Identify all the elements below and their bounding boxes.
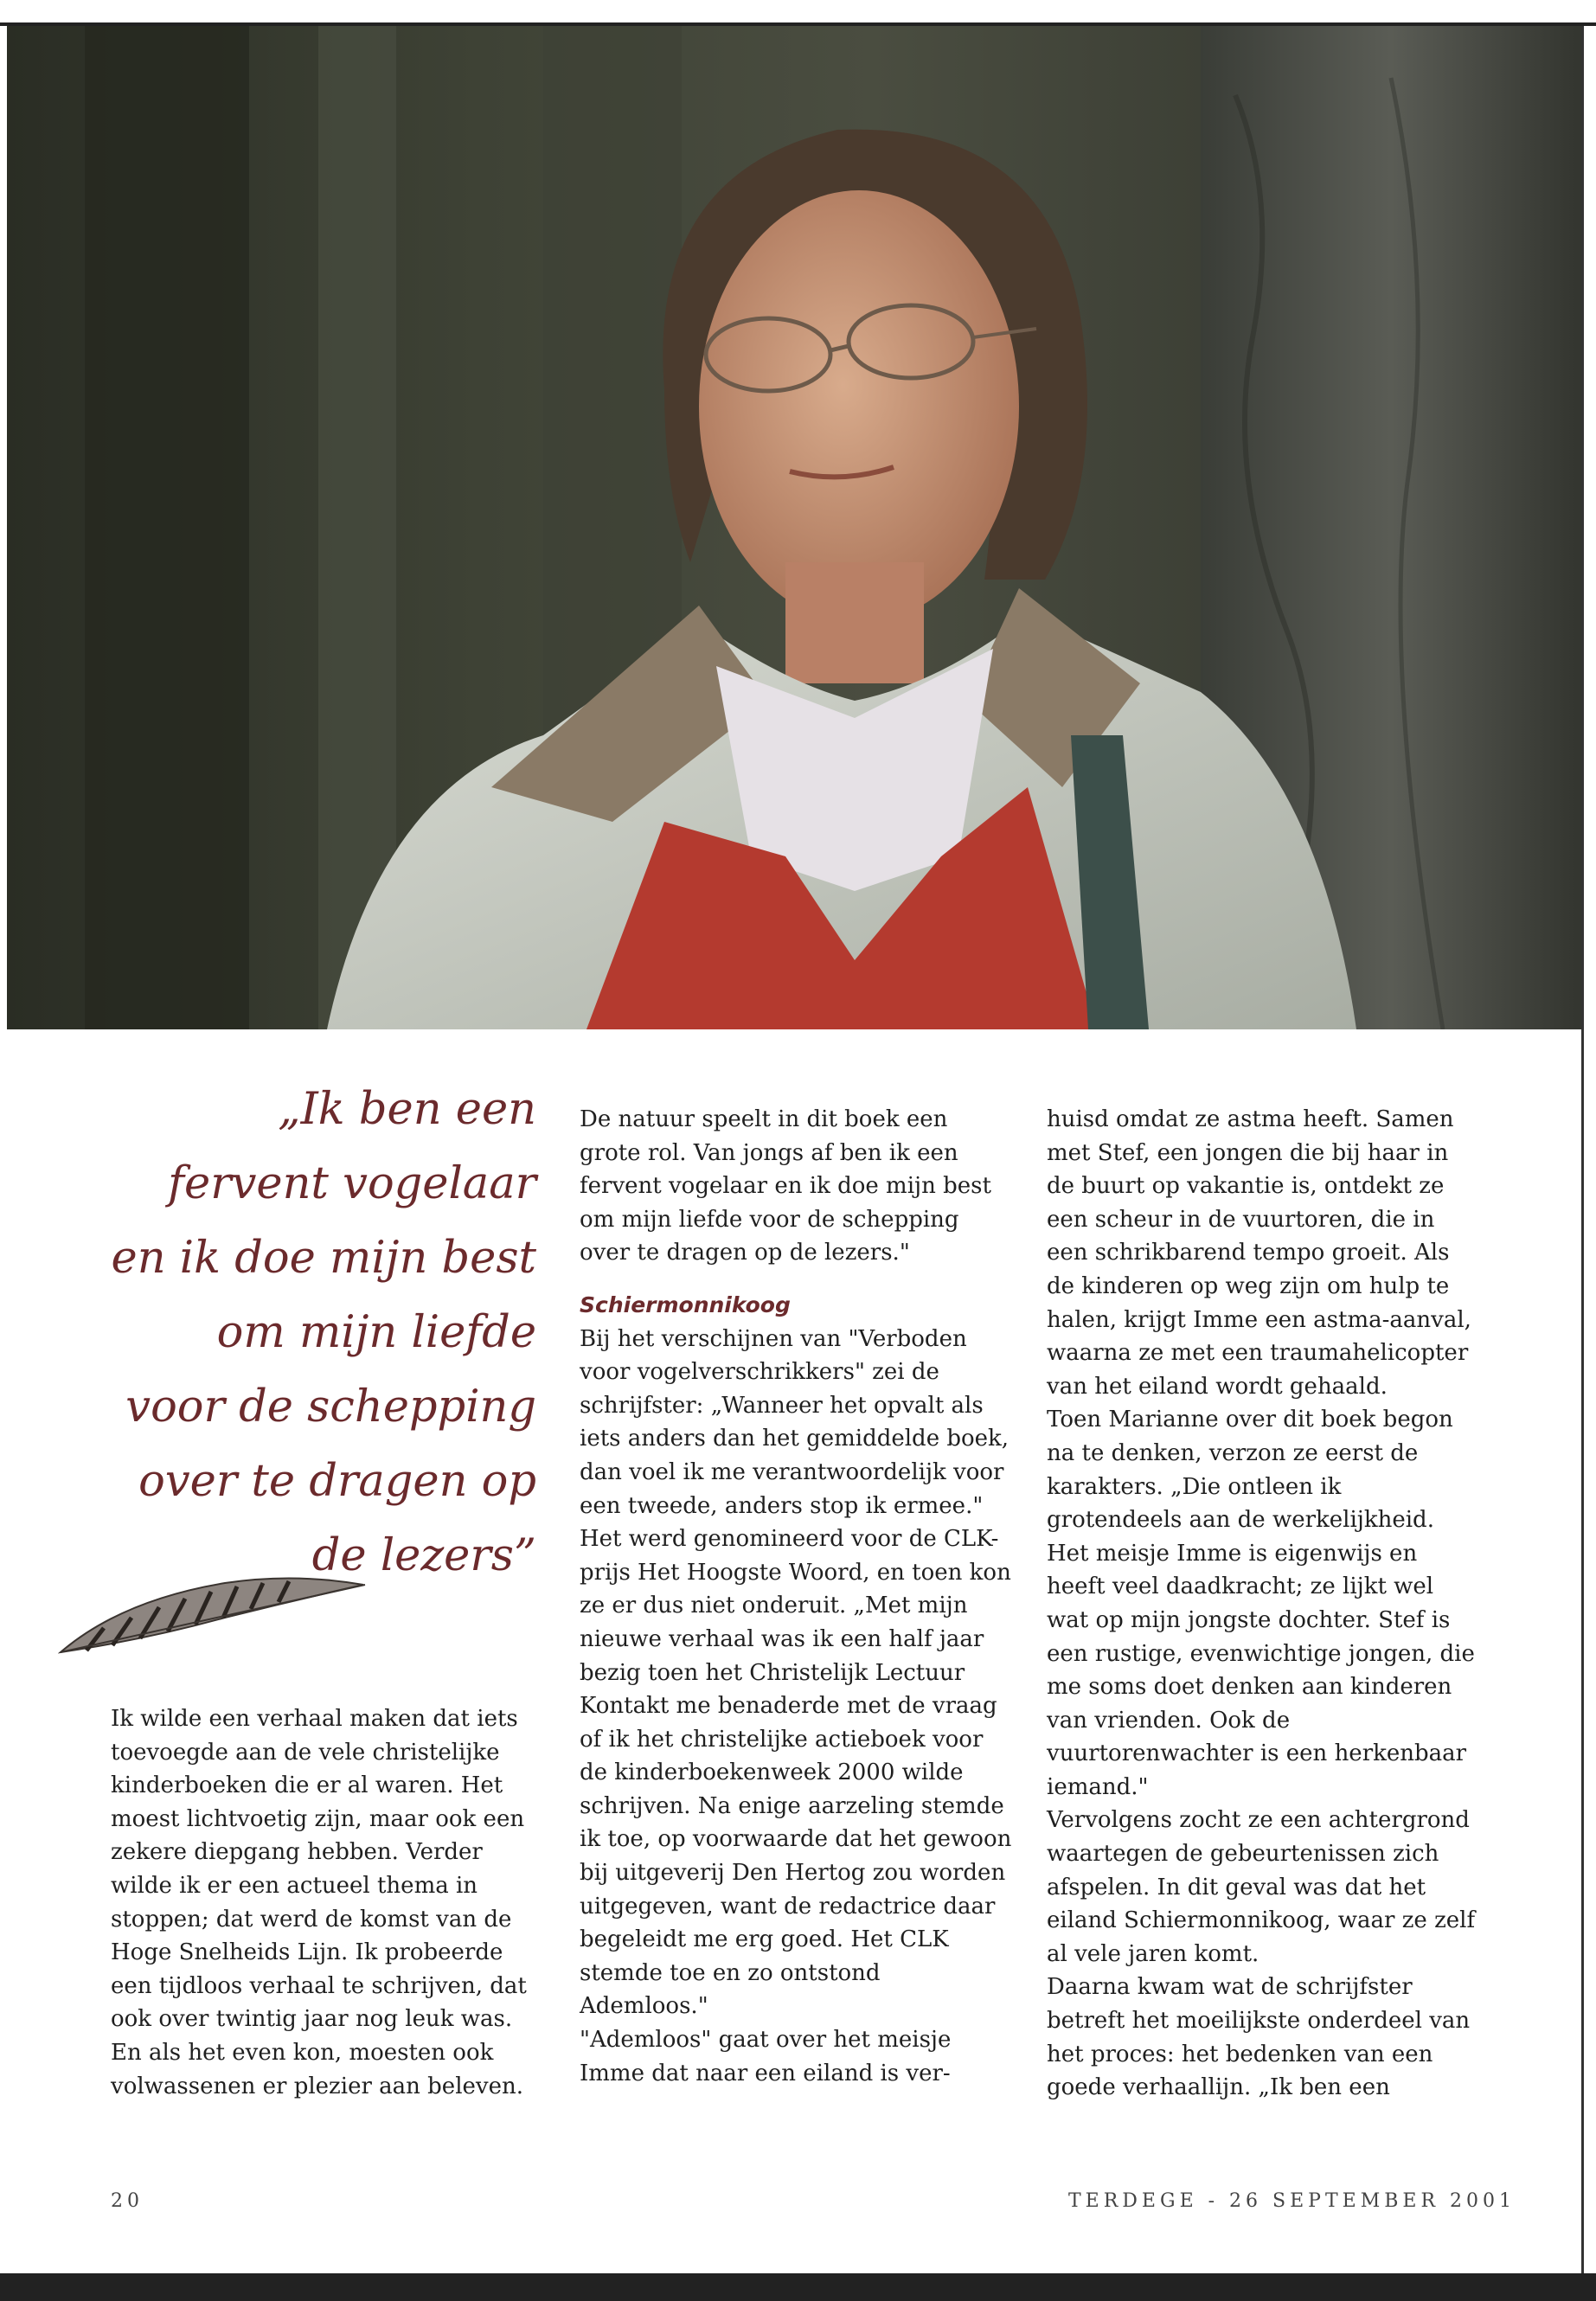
- portrait-photo: [7, 26, 1581, 1029]
- paragraph: Toen Marianne over dit boek begon na te denken, verzon ze eerst de karakters. „Die ontleen ik grotendeels aan de werkelijkheid. Het meisje Imme is eigenwijs en heeft veel daadkracht; ze lijkt wel wat op mijn jongste dochter. Stef is een rustige, evenwichtige jongen, die me soms doet denken aan kinderen van vrienden. Ook de vuurtorenwachter is een herkenbaar iemand.": [1047, 1407, 1475, 1800]
- top-border: [0, 0, 1596, 26]
- magazine-footer: TERDEGE - 26 SEPTEMBER 2001: [1068, 2190, 1516, 2212]
- bottom-border: [0, 2273, 1596, 2301]
- paragraph: Vervolgens zocht ze een achtergrond waartegen de gebeurtenissen zich afspelen. In dit geval was dat het eiland Schiermonnikoog, waar ze zelf al vele jaren komt.: [1047, 1807, 1476, 1967]
- right-border: [1581, 26, 1596, 2273]
- paragraph: "Ademloos" gaat over het meisje Imme dat naar een eiland is ver-: [580, 2027, 952, 2086]
- column-1: [111, 1702, 543, 2103]
- paragraph: Bij het verschijnen van "Verboden voor vogelverschrikkers" zei de schrijfster: „Wanneer het opvalt als iets anders dan het gemiddelde boek, dan voel ik me verantwoordelijk voor een tweede, anders stop ik ermee." Het werd genomineerd voor de CLK-prijs Het Hoogste Woord, en toen kon ze er dus niet onderuit. „Met mijn nieuwe verhaal was ik een half jaar bezig toen het Christelijk Lectuur Kontakt me benaderde met de vraag of ik het christelijke actieboek voor de kinderboekenweek 2000 wilde schrijven. Na enige aarzeling stemde ik toe, op voorwaarde dat het gewoon bij uitgeverij Den Hertog zou worden uitgegeven, want de redactrice daar begeleidt me erg goed. Het CLK stemde toe en zo ontstond Ademloos.": [580, 1325, 1012, 2020]
- subheading: Schiermonnikoog: [580, 1292, 791, 1317]
- page-number: 20: [111, 2190, 144, 2212]
- column-2: [580, 1103, 1012, 2090]
- paragraph: Daarna kwam wat de schrijfster betreft het moeilijkste onderdeel van het proces: het bedenken van een goede verhaallijn. „Ik ben een: [1047, 1974, 1471, 2101]
- paragraph: huisd omdat ze astma heeft. Samen met Stef, een jongen die bij haar in de buurt op vakantie is, ontdekt ze een scheur in de vuurtoren, die in een schrikbarend tempo groeit. Als de kinderen op weg zijn om hulp te halen, krijgt Imme een astma-aanval, waarna ze met een traumahelicopter van het eiland wordt gehaald.: [1047, 1106, 1471, 1400]
- pull-quote: „Ik ben een fervent vogelaar en ik doe mijn best om mijn liefde voor de schepping over te dragen op de lezers”: [111, 1084, 536, 1581]
- column-3: [1047, 1103, 1479, 2105]
- paragraph: Ik wilde een verhaal maken dat iets toevoegde aan de vele christelijke kinderboeken die er al waren. Het moest lichtvoetig zijn, maar ook een zekere diepgang hebben. Verder wilde ik er een actueel thema in stoppen; dat werd de komst van de Hoge Snelheids Lijn. Ik probeerde een tijdloos verhaal te schrijven, dat ook over twintig jaar nog leuk was. En als het even kon, moesten ook volwassenen er plezier aan beleven.: [111, 1706, 527, 2099]
- feather-icon: [52, 1548, 372, 1670]
- paragraph: De natuur speelt in dit boek een grote rol. Van jongs af ben ik een fervent vogelaar en ik doe mijn best om mijn liefde voor de schepping over te dragen op de lezers.": [580, 1106, 991, 1266]
